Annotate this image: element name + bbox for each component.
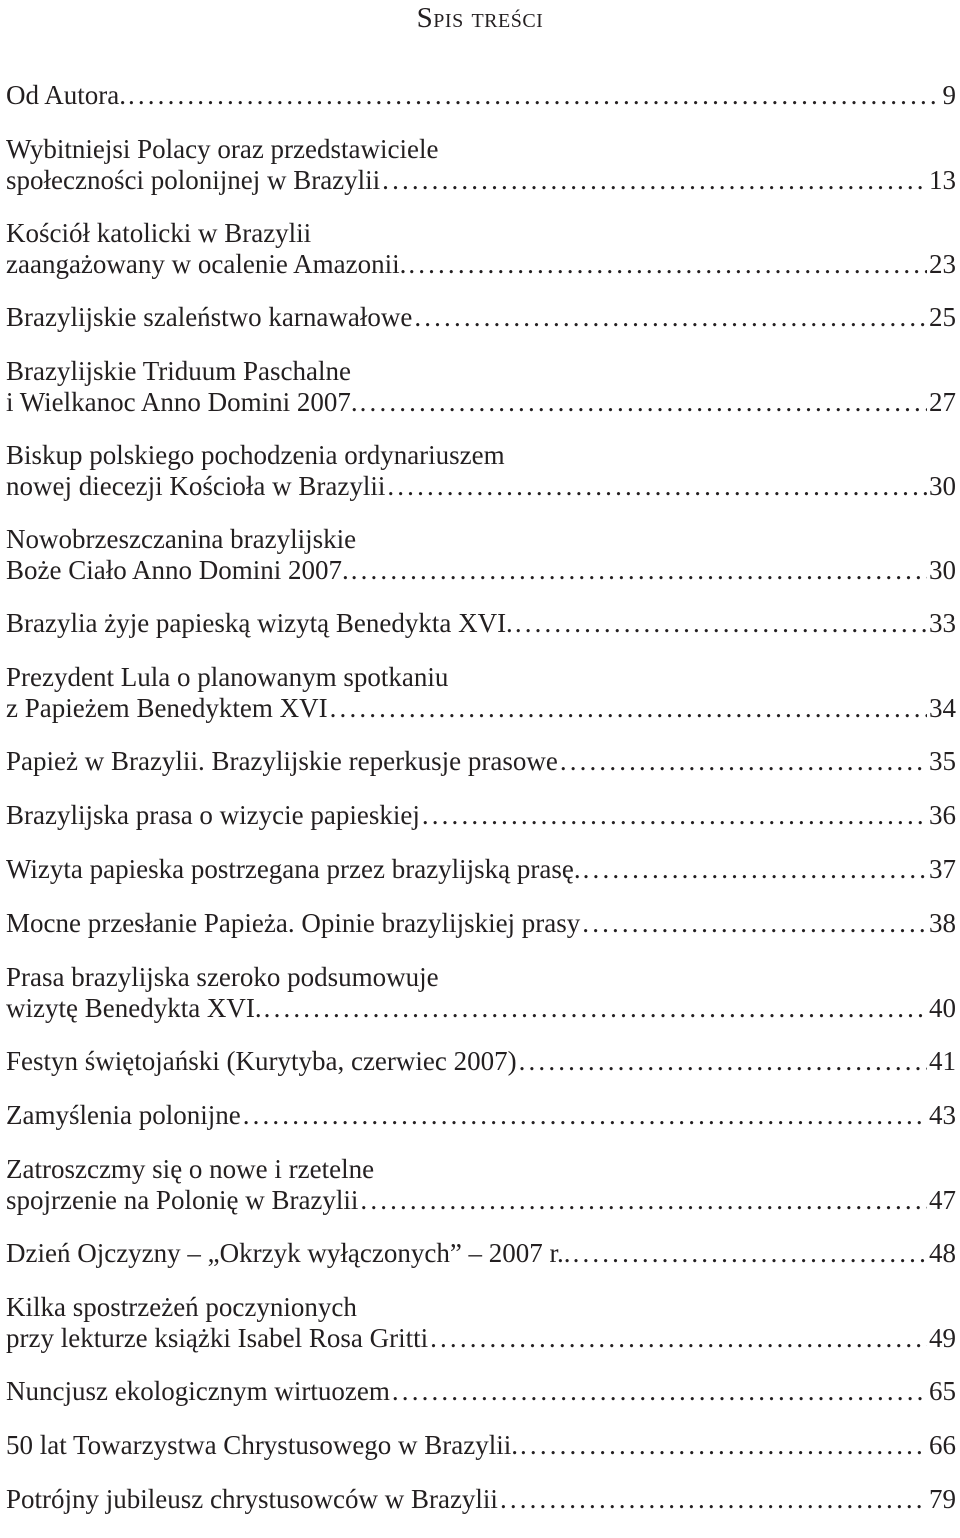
dot-leader — [387, 471, 927, 502]
page-number: 48 — [929, 1238, 956, 1268]
toc-entry — [6, 854, 956, 885]
dot-leader — [408, 249, 927, 280]
page-number: 66 — [929, 1430, 956, 1460]
toc-entry-title-line: Prezydent Lula o planowanym spotkaniu — [6, 662, 449, 692]
page-number: 34 — [929, 693, 956, 723]
toc-entry-title-line: Nuncjusz ekologicznym wirtuozem — [6, 1376, 390, 1406]
page-number: 27 — [929, 387, 956, 417]
toc-entry-title-line: spojrzenie na Polonię w Brazylii — [6, 1185, 359, 1215]
toc-entry — [6, 302, 956, 333]
toc-entry-row — [6, 800, 956, 831]
toc-entry — [6, 1292, 956, 1354]
toc-entry-title-line: wizytę Benedykta XVI. — [6, 993, 262, 1023]
toc-entry-title-line: Nowobrzeszczanina brazylijskie — [6, 524, 357, 554]
toc-entry-title-line: Brazylia żyje papieską wizytą Benedykta XVI. — [6, 608, 513, 638]
toc-entry-title-line: Mocne przesłanie Papieża. Opinie brazylijskiej prasy — [6, 908, 581, 938]
toc-entry-row — [6, 1238, 956, 1269]
dot-leader — [360, 1185, 927, 1216]
page-number: 25 — [929, 302, 956, 332]
toc-entry-title-line: Kilka spostrzeżeń poczynionych — [6, 1292, 357, 1322]
dot-leader — [573, 1238, 927, 1269]
toc-entry — [6, 608, 956, 639]
dot-leader — [515, 608, 927, 639]
dot-leader — [264, 993, 927, 1024]
toc-entry-row — [6, 608, 956, 639]
page-number: 36 — [929, 800, 956, 830]
toc-entry-title-line: Zamyślenia polonijne — [6, 1100, 241, 1130]
toc-entry-row — [6, 993, 956, 1024]
toc-entry-title-line: Kościół katolicki w Brazylii — [6, 218, 312, 248]
toc-entry — [6, 1100, 956, 1131]
toc-entry-row — [6, 854, 956, 885]
toc-entry-title-line: społeczności polonijnej w Brazylii — [6, 165, 381, 195]
page-number: 40 — [929, 993, 956, 1023]
toc-entry — [6, 1376, 956, 1407]
page-number: 30 — [929, 471, 956, 501]
toc-entry — [6, 524, 956, 586]
dot-leader — [500, 1484, 927, 1515]
toc-entry-row — [6, 1323, 956, 1354]
toc-entry-row — [6, 471, 956, 502]
toc-entry-title-line: 50 lat Towarzystwa Chrystusowego w Brazylii. — [6, 1430, 519, 1460]
toc-entry-row — [6, 1484, 956, 1515]
toc-entry-title-line: Biskup polskiego pochodzenia ordynariuszem — [6, 440, 505, 470]
toc-entry-row — [6, 1430, 956, 1461]
toc-entry-title-line: Zatroszczmy się o nowe i rzetelne — [6, 1154, 375, 1184]
page-number: 47 — [929, 1185, 956, 1215]
page-number: 43 — [929, 1100, 956, 1130]
toc-entry-row — [6, 165, 956, 196]
toc-entry — [6, 800, 956, 831]
toc-entry-title-line: Papież w Brazylii. Brazylijskie reperkusje prasowe — [6, 746, 558, 776]
dot-leader — [382, 165, 927, 196]
dot-leader — [128, 80, 941, 111]
toc-entry-row — [6, 746, 956, 777]
toc-entry — [6, 1154, 956, 1216]
page-number: 37 — [929, 854, 956, 884]
dot-leader — [330, 693, 927, 724]
toc-entry-row — [6, 1100, 956, 1131]
toc-entry-row — [6, 908, 956, 939]
dot-leader — [422, 800, 927, 831]
toc-entry-title-line: Wybitniejsi Polacy oraz przedstawiciele — [6, 134, 439, 164]
toc-entry-row — [6, 249, 956, 280]
toc-entry-row — [6, 555, 956, 586]
toc-entry-row — [6, 693, 956, 724]
toc-entry — [6, 746, 956, 777]
toc-entry-row — [6, 1376, 956, 1407]
dot-leader — [560, 746, 927, 777]
dot-leader — [243, 1100, 927, 1131]
table-of-contents — [6, 80, 956, 1538]
dot-leader — [520, 1430, 927, 1461]
dot-leader — [582, 908, 927, 939]
toc-entry-title-line: Festyn świętojański (Kurytyba, czerwiec 2007) — [6, 1046, 517, 1076]
toc-entry-row — [6, 80, 956, 111]
toc-entry-title-line: Brazylijskie szaleństwo karnawałowe — [6, 302, 413, 332]
page-number: 23 — [929, 249, 956, 279]
toc-entry-title-line: Potrójny jubileusz chrystusowców w Brazylii — [6, 1484, 498, 1514]
toc-entry — [6, 218, 956, 280]
page-number: 33 — [929, 608, 956, 638]
dot-leader — [519, 1046, 927, 1077]
page-title: Spis treści — [416, 2, 544, 34]
page-number: 79 — [929, 1484, 956, 1514]
page-number: 30 — [929, 555, 956, 585]
page-number: 13 — [929, 165, 956, 195]
dot-leader — [351, 555, 927, 586]
page-number: 35 — [929, 746, 956, 776]
dot-leader — [583, 854, 927, 885]
toc-entry-title-line: Boże Ciało Anno Domini 2007. — [6, 555, 349, 585]
page-number: 41 — [929, 1046, 956, 1076]
toc-entry-title-line: zaangażowany w ocalenie Amazonii. — [6, 249, 407, 279]
toc-entry — [6, 1238, 956, 1269]
dot-leader — [414, 302, 927, 333]
toc-entry — [6, 1484, 956, 1515]
toc-entry-title-line: Brazylijska prasa o wizycie papieskiej — [6, 800, 420, 830]
toc-entry-title-line: Od Autora. — [6, 80, 126, 110]
dot-leader — [392, 1376, 927, 1407]
page-number: 38 — [929, 908, 956, 938]
dot-leader — [430, 1323, 927, 1354]
toc-entry-title-line: Prasa brazylijska szeroko podsumowuje — [6, 962, 439, 992]
toc-entry — [6, 908, 956, 939]
toc-entry-title-line: i Wielkanoc Anno Domini 2007. — [6, 387, 358, 417]
toc-entry-row — [6, 1046, 956, 1077]
page-number: 65 — [929, 1376, 956, 1406]
toc-entry — [6, 662, 956, 724]
dot-leader — [360, 387, 927, 418]
toc-entry-title-line: Dzień Ojczyzny – „Okrzyk wyłączonych” – 2007 r.. — [6, 1238, 571, 1268]
toc-entry-row — [6, 387, 956, 418]
toc-entry — [6, 1430, 956, 1461]
toc-entry-title-line: z Papieżem Benedyktem XVI — [6, 693, 328, 723]
toc-entry — [6, 440, 956, 502]
toc-entry-title-line: Wizyta papieska postrzegana przez brazylijską prasę. — [6, 854, 581, 884]
page-number: 49 — [929, 1323, 956, 1353]
toc-entry-title-line: nowej diecezji Kościoła w Brazylii — [6, 471, 386, 501]
toc-entry — [6, 356, 956, 418]
toc-entry — [6, 1046, 956, 1077]
toc-entry — [6, 80, 956, 111]
toc-entry — [6, 134, 956, 196]
toc-entry-title-line: przy lekturze książki Isabel Rosa Gritti — [6, 1323, 429, 1353]
toc-entry — [6, 962, 956, 1024]
toc-entry-title-line: Brazylijskie Triduum Paschalne — [6, 356, 351, 386]
page-number: 9 — [942, 80, 956, 110]
toc-entry-row — [6, 302, 956, 333]
toc-entry-row — [6, 1185, 956, 1216]
